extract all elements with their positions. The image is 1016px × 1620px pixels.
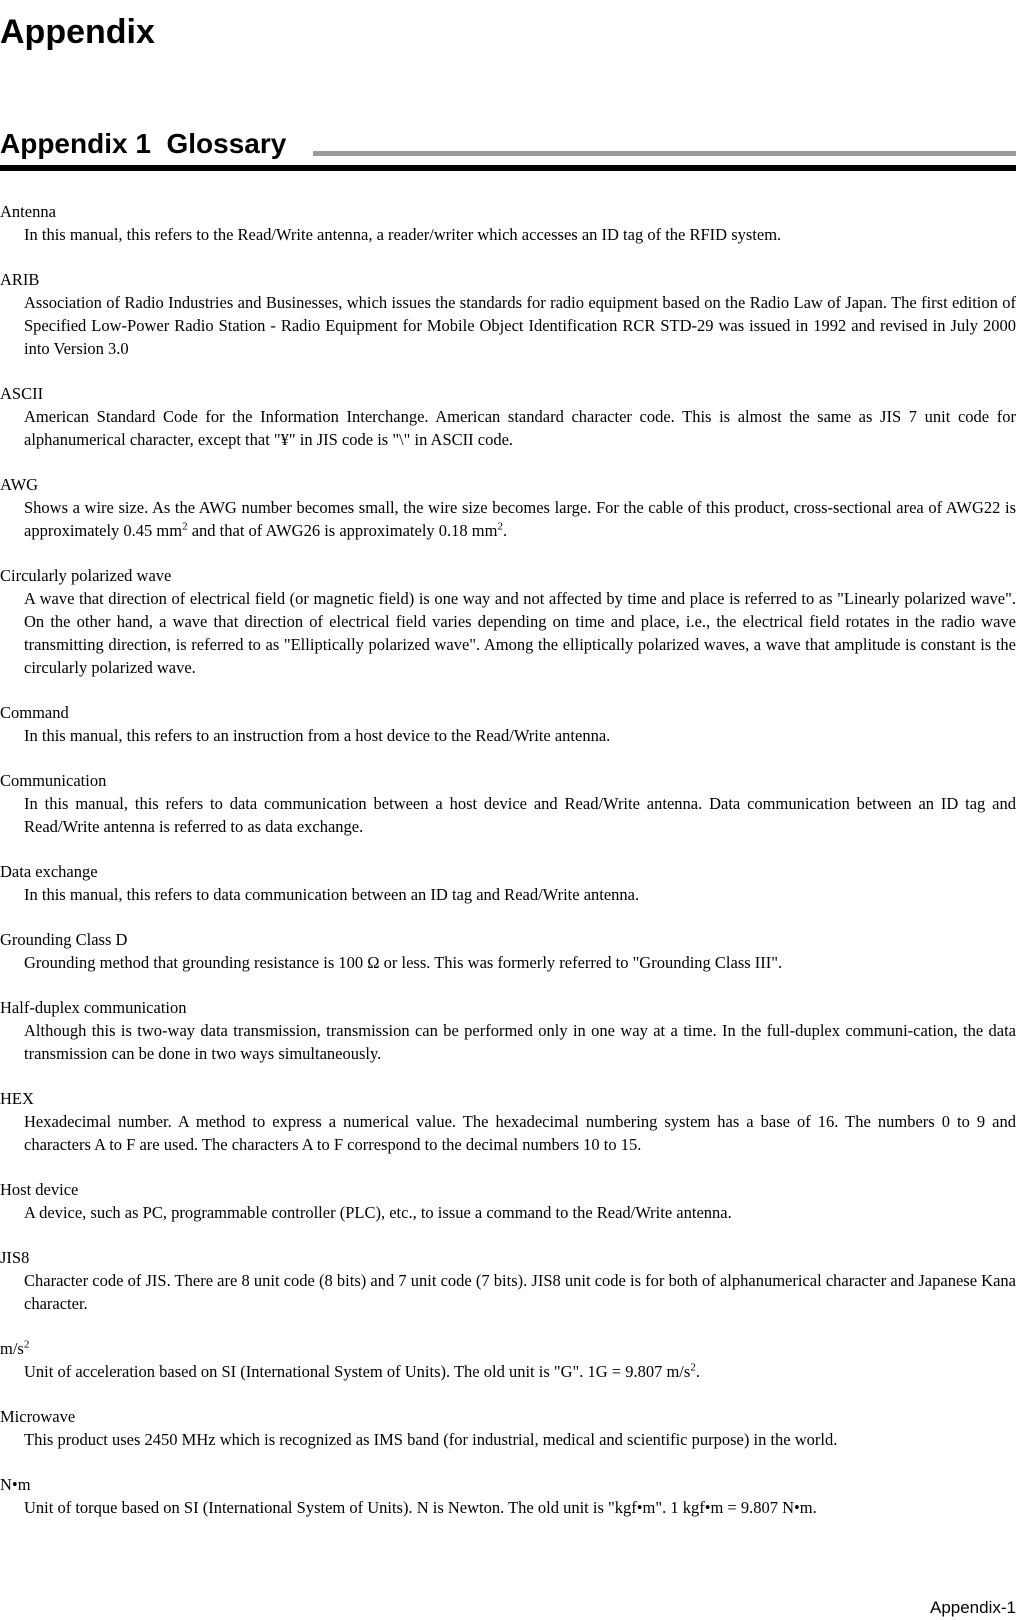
superscript: 2 — [182, 520, 188, 533]
glossary-term: Grounding Class D — [0, 930, 128, 949]
glossary-entry-jis8 — [0, 1246, 1016, 1315]
glossary-entry-half-duplex-communication — [0, 996, 1016, 1065]
glossary-entry-host-device — [0, 1178, 1016, 1224]
definition-text: . — [502, 521, 508, 540]
glossary-term: ARIB — [0, 270, 40, 289]
glossary-term: Antenna — [0, 202, 56, 221]
glossary-definition: In this manual, this refers to the Read/Write antenna, a reader/writer which accesses an ID tag of the RFID system. — [24, 225, 782, 244]
section-rule-gray — [313, 151, 1016, 156]
glossary-entry-grounding-class-d — [0, 928, 1016, 974]
glossary-entry-antenna — [0, 200, 1016, 246]
glossary-term: Microwave — [0, 1407, 76, 1426]
superscript: 2 — [497, 520, 503, 533]
glossary-entry-hex — [0, 1087, 1016, 1156]
glossary-definition — [24, 496, 1016, 542]
glossary-definition — [24, 1360, 1016, 1383]
section-rule-black — [0, 165, 1016, 171]
glossary-entry-data-exchange — [0, 860, 1016, 906]
glossary-definition: Although this is two-way data transmission, transmission can be performed only in one way at a time. In the full-duplex communi-cation, the data transmission can be done in two ways simultaneously. — [24, 1021, 1016, 1063]
glossary-definition: Character code of JIS. There are 8 unit code (8 bits) and 7 unit code (7 bits). JIS8 unit code is for both of alphanumerical character and Japanese Kana character. — [24, 1271, 1016, 1313]
glossary-definition: In this manual, this refers to data communication between a host device and Read/Write antenna. Data communication between an ID tag and Read/Write antenna is referred to as data exchange. — [24, 794, 1016, 836]
glossary-definition: This product uses 2450 MHz which is recognized as IMS band (for industrial, medical and scientific purpose) in the world. — [24, 1430, 838, 1449]
glossary-list — [0, 200, 1016, 1541]
glossary-definition: In this manual, this refers to an instruction from a host device to the Read/Write antenna. — [24, 726, 611, 745]
glossary-entry-circularly-polarized-wave — [0, 564, 1016, 679]
definition-text: Shows a wire size. As the AWG number becomes small, the wire size becomes large. For the cable of this product, cross-sectional area of AWG22 is approximately 0.45 mm — [24, 498, 1016, 540]
glossary-definition: A wave that direction of electrical field (or magnetic field) is one way and not affected by time and place is referred to as "Linearly polarized wave". On the other hand, a wave that direction of electrical field varies depending on time and place, i.e., the electrical field rotates in the radio wave transmitting direction, is referred to as "Elliptically polarized wave". Among the elliptically polarized waves, a wave that amplitude is constant is the circularly polarized wave. — [24, 589, 1016, 677]
glossary-definition: Grounding method that grounding resistance is 100 Ω or less. This was formerly referred to "Grounding Class III". — [24, 953, 783, 972]
glossary-term: AWG — [0, 475, 39, 494]
glossary-term: Host device — [0, 1180, 79, 1199]
glossary-entry-newton-meter — [0, 1473, 1016, 1519]
glossary-entry-awg — [0, 473, 1016, 542]
superscript: 2 — [23, 1338, 30, 1351]
definition-text: Unit of acceleration based on SI (International System of Units). The old unit is "G". 1G = 9.807 m/s — [24, 1362, 691, 1381]
glossary-term: ASCII — [0, 384, 44, 403]
glossary-term: HEX — [0, 1089, 34, 1108]
glossary-term: Data exchange — [0, 862, 98, 881]
section-title: Appendix 1 Glossary — [0, 127, 300, 161]
page-title: Appendix — [0, 13, 155, 51]
glossary-entry-m-per-s2 — [0, 1337, 1016, 1383]
glossary-term: Command — [0, 703, 69, 722]
glossary-definition: A device, such as PC, programmable controller (PLC), etc., to issue a command to the Read/Write antenna. — [24, 1203, 732, 1222]
glossary-term: N•m — [0, 1475, 31, 1494]
definition-text: . — [695, 1362, 700, 1381]
glossary-entry-microwave — [0, 1405, 1016, 1451]
glossary-definition: In this manual, this refers to data communication between an ID tag and Read/Write antenna. — [24, 885, 640, 904]
glossary-term: Half-duplex communication — [0, 998, 187, 1017]
glossary-entry-communication — [0, 769, 1016, 838]
definition-text: and that of AWG26 is approximately 0.18 mm — [187, 521, 498, 540]
glossary-entry-arib — [0, 268, 1016, 360]
superscript: 2 — [690, 1361, 696, 1374]
glossary-entry-command — [0, 701, 1016, 747]
term-text: m/s — [0, 1339, 24, 1358]
glossary-definition: Hexadecimal number. A method to express a numerical value. The hexadecimal numbering system has a base of 16. The numbers 0 to 9 and characters A to F are used. The characters A to F correspond to the decimal numbers 10 to 15. — [24, 1112, 1016, 1154]
glossary-entry-ascii — [0, 382, 1016, 451]
glossary-term — [0, 1337, 1016, 1360]
glossary-term: JIS8 — [0, 1248, 30, 1267]
page-number: Appendix-1 — [929, 1598, 1016, 1617]
glossary-definition: Unit of torque based on SI (International System of Units). N is Newton. The old unit is "kgf•m". 1 kgf•m = 9.807 N•m. — [24, 1498, 817, 1517]
glossary-definition: Association of Radio Industries and Businesses, which issues the standards for radio equipment based on the Radio Law of Japan. The first edition of Specified Low-Power Radio Station - Radio Equipment for Mobile Object Identification RCR STD-29 was issued in 1992 and revised in July 2000 into Version 3.0 — [24, 293, 1016, 358]
glossary-definition: American Standard Code for the Information Interchange. American standard character code. This is almost the same as JIS 7 unit code for alphanumerical character, except that "¥" in JIS code is "\" in ASCII code. — [24, 407, 1016, 449]
glossary-term: Circularly polarized wave — [0, 566, 172, 585]
section-heading — [0, 127, 1016, 173]
glossary-term: Communication — [0, 771, 107, 790]
